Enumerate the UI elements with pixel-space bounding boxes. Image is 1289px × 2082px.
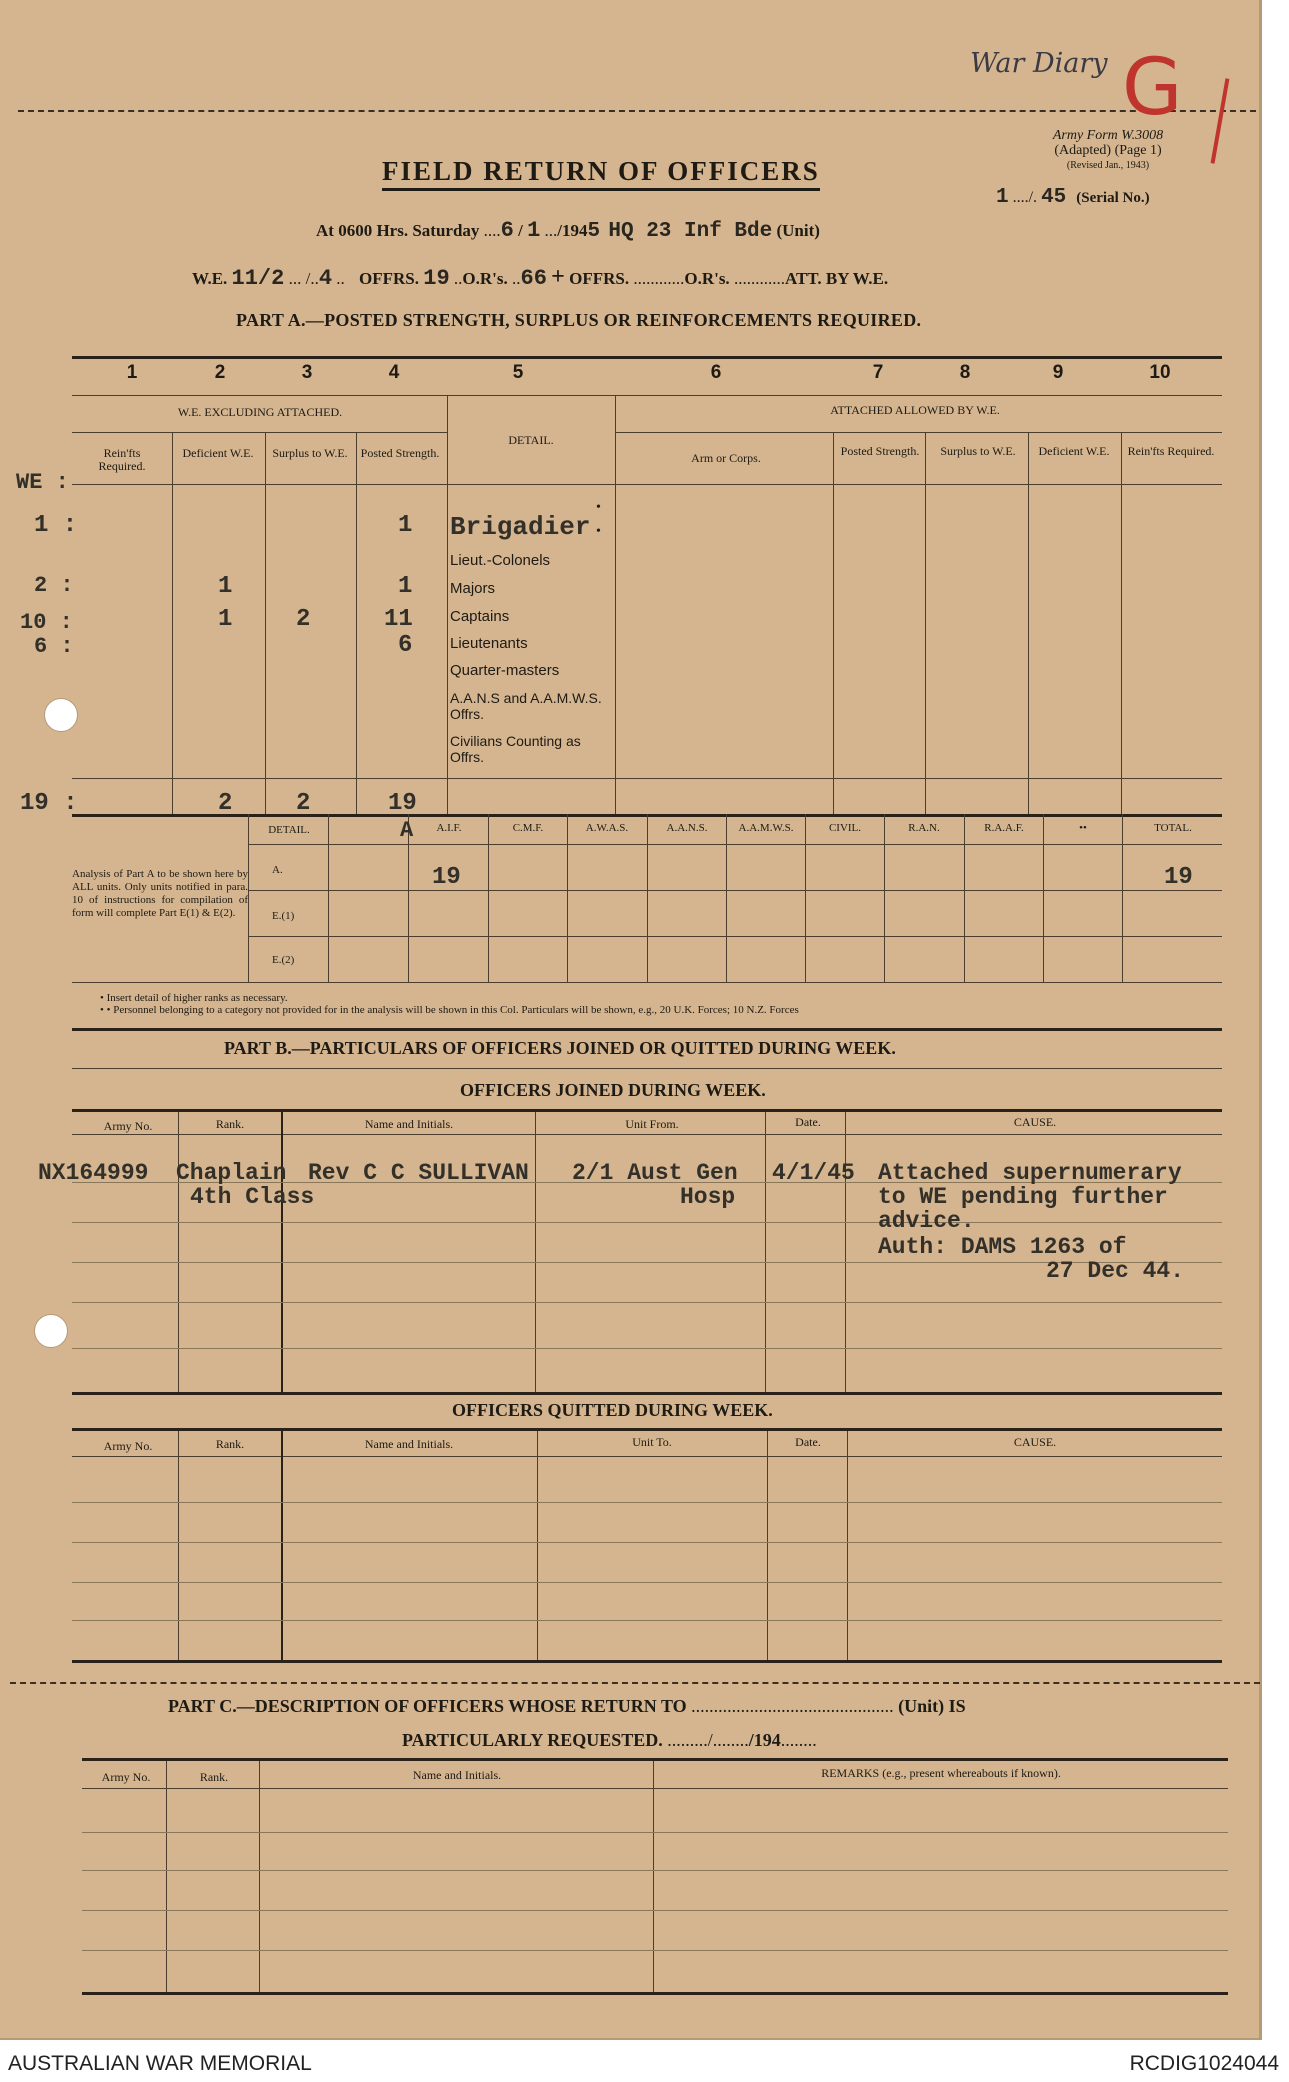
analysis-a-total: 19 (1164, 864, 1193, 891)
analysis-hdr-aif: A.I.F. (436, 822, 462, 834)
deficient-captains: 1 (218, 606, 233, 633)
quitted-hdr-date: Date. (795, 1435, 821, 1449)
footnote-1: • Insert detail of higher ranks as necessary. (100, 992, 288, 1004)
line-at-unit-label: (Unit) (776, 221, 820, 240)
punch-hole-upper (44, 698, 78, 732)
rank-captains: Captains (450, 608, 510, 625)
hdr-posted: Posted Strength. (360, 446, 440, 460)
rank-lieut-colonels: Lieut.-Colonels (450, 552, 551, 569)
form-title: FIELD RETURN OF OFFICERS (382, 156, 820, 191)
top-dashed-border (18, 110, 1256, 112)
quitted-hdr-cause: CAUSE. (1013, 1435, 1057, 1449)
vrule-q2 (281, 1431, 283, 1661)
we-brigadier: 1 : (34, 512, 78, 539)
vrule-b1 (328, 814, 329, 982)
hdr-posted-att: Posted Strength. (840, 444, 920, 458)
joined-hdr-rank: Rank. (215, 1117, 245, 1131)
corner-note: War Diary (970, 48, 1108, 79)
vrule-b11 (1122, 814, 1123, 982)
col-num-8: 8 (959, 362, 971, 383)
vrule-a6 (833, 432, 834, 814)
joined-name: Rev C C SULLIVAN (308, 1160, 529, 1186)
part-c-top-rule (82, 1758, 1228, 1761)
we-total: 19 : (20, 790, 78, 817)
analysis-hdr-detail: DETAIL. (268, 824, 310, 836)
hdr-reinfts-att: Rein'fts Required. (1127, 444, 1215, 458)
vrule-b9 (964, 814, 965, 982)
line-at-month: 1 (527, 218, 541, 243)
analysis-hdr-civil: CIVIL. (828, 822, 862, 834)
posted-captains: 11 (384, 606, 413, 633)
part-c-row-4 (82, 1950, 1228, 1951)
vrule-a8 (1028, 432, 1029, 814)
analysis-hdr-ran: R.A.N. (908, 822, 940, 834)
col-num-6: 6 (710, 362, 722, 383)
analysis-rule-3 (248, 936, 1222, 937)
footnote-2: • • Personnel belonging to a category not provided for in the analysis will be shown in this Col. Particulars will be shown, e.g., 20 U.K. Forces; 10 N.Z. Forces (100, 1004, 799, 1016)
surplus-total: 2 (296, 790, 311, 817)
joined-top-rule (72, 1109, 1222, 1112)
analysis-note: Analysis of Part A to be shown here by ALL units. Only units notified in para. 10 of instructions for compilation of form will complete Part E(1) & E(2). (72, 868, 248, 919)
quitted-hdr-unit: Unit To. (632, 1435, 672, 1449)
vrule-j1 (178, 1112, 179, 1394)
part-a-top-rule (72, 356, 1222, 359)
serial-label: (Serial No.) (1076, 190, 1150, 206)
brigadier-marks: • • (596, 500, 601, 539)
joined-hdr-name: Name and Initials. (364, 1117, 454, 1131)
posted-brigadier: 1 (398, 512, 413, 539)
hdr-deficient-att: Deficient W.E. (1038, 444, 1110, 458)
col-num-2: 2 (214, 362, 226, 383)
group-left-header: W.E. EXCLUDING ATTACHED. (177, 405, 343, 419)
rank-quarter-masters: Quarter-masters (450, 662, 560, 679)
part-a-heading: PART A.—POSTED STRENGTH, SURPLUS OR REINFORCEMENTS REQUIRED. (236, 310, 922, 330)
joined-cause-4: Auth: DAMS 1263 of (878, 1234, 1127, 1260)
col-num-10: 10 (1149, 362, 1171, 383)
analysis-hdr-aamws: A.A.M.W.S. (738, 822, 794, 834)
rank-majors: Majors (450, 580, 496, 597)
quitted-hdr-name: Name and Initials. (364, 1437, 454, 1451)
plus-sign: + (551, 264, 565, 290)
quitted-top-rule (72, 1428, 1222, 1431)
vrule-a4 (447, 395, 448, 814)
offrs2-label: OFFRS. (569, 269, 630, 288)
joined-hdr-army-no: Army No. (103, 1119, 153, 1133)
vrule-a2 (265, 432, 266, 814)
part-c-hdr-army-no: Army No. (101, 1770, 151, 1784)
quitted-row-4 (72, 1620, 1222, 1621)
part-c-row-1 (82, 1832, 1228, 1833)
deficient-total: 2 (218, 790, 233, 817)
joined-cause-5: 27 Dec 44. (1046, 1258, 1185, 1284)
serial-block: 1 ..../. 45 (Serial No.) (996, 186, 1150, 209)
form-id-line1: Army Form W.3008 (1052, 128, 1164, 143)
part-a-rule-2 (72, 395, 1222, 396)
part-a-rule-4 (72, 484, 1222, 485)
form-id-line2: (Adapted) (Page 1) (1054, 143, 1162, 158)
hdr-surplus: Surplus to W.E. (272, 446, 348, 460)
vrule-q1 (178, 1431, 179, 1661)
we-majors: 2 : (34, 573, 74, 598)
vrule-c2 (259, 1761, 260, 1993)
we-lieutenants: 6 : (34, 634, 74, 659)
joined-rank-1: Chaplain (176, 1160, 287, 1186)
part-c-hdr-rule (82, 1788, 1228, 1789)
part-c-hdr-rank: Rank. (199, 1770, 229, 1784)
part-c-row-2 (82, 1870, 1228, 1871)
vrule-q5 (847, 1431, 848, 1661)
joined-hdr-date: Date. (795, 1115, 821, 1129)
vrule-q4 (767, 1431, 768, 1661)
aif-marker: A (400, 818, 414, 843)
part-c-bottom-rule (82, 1992, 1228, 1995)
joined-unit-1: 2/1 Aust Gen (572, 1160, 738, 1186)
joined-date: 4/1/45 (772, 1160, 855, 1186)
analysis-hdr-cmf: C.M.F. (512, 822, 544, 834)
joined-hdr-rule (72, 1134, 1222, 1135)
surplus-captains: 2 (296, 606, 311, 633)
group-right-header: ATTACHED ALLOWED BY W.E. (830, 403, 1000, 417)
joined-row-2 (72, 1222, 1222, 1223)
hdr-surplus-att: Surplus to W.E. (940, 444, 1016, 458)
offrs-value: 19 (423, 266, 450, 291)
posted-majors: 1 (398, 573, 413, 600)
col-num-5: 5 (512, 362, 524, 383)
rank-lieutenants: Lieutenants (450, 635, 528, 652)
vrule-b7 (805, 814, 806, 982)
vrule-a7 (925, 432, 926, 814)
quitted-row-2 (72, 1542, 1222, 1543)
posted-lieutenants: 6 (398, 632, 413, 659)
rank-civilians: Civilians Counting as Offrs. (450, 733, 581, 765)
part-c-row-3 (82, 1910, 1228, 1911)
quitted-hdr-rule (72, 1456, 1222, 1457)
part-a-total-rule-top (72, 778, 1222, 779)
joined-cause-2: to WE pending further (878, 1184, 1168, 1210)
analysis-hdr-aans: A.A.N.S. (666, 822, 708, 834)
line-at-year-digit: 5 (587, 220, 601, 243)
quitted-hdr-rank: Rank. (215, 1437, 245, 1451)
vrule-b0 (248, 814, 249, 982)
vrule-b3 (488, 814, 489, 982)
vrule-c3 (653, 1761, 654, 1993)
joined-army-no: NX164999 (38, 1160, 149, 1186)
analysis-rule-bottom (72, 982, 1222, 983)
joined-hdr-cause: CAUSE. (1013, 1115, 1057, 1129)
form-id (1008, 128, 1208, 173)
line-at-prefix: At 0600 Hrs. Saturday (316, 221, 480, 240)
part-b-rule-1 (72, 1068, 1222, 1069)
part-c-heading-unit: (Unit) IS (898, 1696, 966, 1716)
part-c-heading-line2: PARTICULARLY REQUESTED. (402, 1730, 663, 1750)
quitted-row-3 (72, 1582, 1222, 1583)
vrule-b10 (1043, 814, 1044, 982)
col-num-1: 1 (126, 362, 138, 383)
analysis-rule-1 (248, 844, 1222, 845)
form-id-line3: (Revised Jan., 1943) (1066, 160, 1150, 171)
joined-cause-3: advice. (878, 1208, 975, 1234)
col-num-9: 9 (1052, 362, 1064, 383)
offrs-label: OFFRS. (359, 269, 420, 288)
line-at: At 0600 Hrs. Saturday ....6 / 1 .../1945 HQ 23 Inf Bde (Unit) (316, 218, 820, 243)
part-a-end-rule (72, 1028, 1222, 1031)
rank-aans: A.A.N.S and A.A.M.W.S. Offrs. (450, 690, 602, 722)
col-num-7: 7 (872, 362, 884, 383)
att-label: ATT. BY W.E. (784, 269, 889, 288)
part-c-hdr-remarks: REMARKS (e.g., present whereabouts if known). (821, 1766, 1061, 1780)
vrule-a1 (172, 432, 173, 814)
joined-row-4 (72, 1302, 1222, 1303)
we-captains: 10 : (20, 610, 73, 635)
vrule-b8 (884, 814, 885, 982)
col-num-4: 4 (388, 362, 400, 383)
vrule-j2 (281, 1112, 283, 1394)
part-a-rule-3r (616, 432, 1222, 433)
caption-right: RCDIG1024044 (1129, 2052, 1279, 2075)
vrule-a9 (1121, 432, 1122, 814)
serial-year: 45 (1041, 186, 1067, 209)
serial-number: 1 (996, 186, 1009, 209)
part-c-heading-2: PARTICULARLY REQUESTED. ........./......../194........ (402, 1730, 817, 1750)
we-sub: 4 (318, 266, 333, 291)
hdr-arm-corps: Arm or Corps. (691, 451, 761, 465)
col-num-3: 3 (301, 362, 313, 383)
part-c-date-template: /194 (748, 1730, 781, 1750)
quitted-bottom-rule (72, 1660, 1222, 1663)
posted-total: 19 (388, 790, 417, 817)
hdr-detail: DETAIL. (508, 433, 554, 447)
analysis-a-aif: 19 (432, 864, 461, 891)
quitted-heading: OFFICERS QUITTED DURING WEEK. (452, 1400, 773, 1420)
vrule-j3 (535, 1112, 536, 1394)
joined-bottom-rule (72, 1392, 1222, 1395)
we-value: 11/2 (231, 266, 285, 291)
analysis-hdr-other: •• (1079, 822, 1087, 834)
ors2-label: O.R's. (684, 269, 730, 288)
part-c-heading: PART C.—DESCRIPTION OF OFFICERS WHOSE RETURN TO ............................................. (Unit) IS (168, 1696, 966, 1716)
hdr-reinfts: Rein'fts Required. (98, 446, 146, 473)
vrule-b5 (647, 814, 648, 982)
analysis-rule-2 (248, 890, 1222, 891)
quitted-hdr-army-no: Army No. (103, 1439, 153, 1453)
vrule-c1 (166, 1761, 167, 1993)
part-c-heading-prefix: PART C.—DESCRIPTION OF OFFICERS WHOSE RETURN TO (168, 1696, 687, 1716)
part-a-rule-3l (72, 432, 448, 433)
joined-rank-2: 4th Class (190, 1184, 315, 1210)
analysis-row-e1: E.(1) (272, 910, 295, 922)
punch-hole-lower (34, 1314, 68, 1348)
joined-hdr-unit: Unit From. (625, 1117, 679, 1131)
vrule-j4 (765, 1112, 766, 1394)
we-label: W.E. (192, 269, 228, 288)
vrule-j5 (845, 1112, 846, 1394)
caption-left: AUSTRALIAN WAR MEMORIAL (8, 2052, 312, 2075)
joined-unit-2: Hosp (680, 1184, 736, 1210)
analysis-row-e2: E.(2) (272, 954, 295, 966)
rank-brigadier: Brigadier (450, 512, 591, 542)
analysis-hdr-awas: A.W.A.S. (585, 822, 629, 834)
corner-red-mark: G (1122, 43, 1183, 133)
part-b-heading: PART B.—PARTICULARS OF OFFICERS JOINED OR QUITTED DURING WEEK. (224, 1038, 896, 1058)
analysis-hdr-raaf: R.A.A.F. (984, 822, 1024, 834)
corner-red-stroke (1211, 78, 1230, 163)
joined-row-5 (72, 1348, 1222, 1349)
vrule-b4 (567, 814, 568, 982)
joined-heading: OFFICERS JOINED DURING WEEK. (460, 1080, 766, 1100)
analysis-hdr-total: TOTAL. (1154, 822, 1192, 834)
line-at-unit: HQ 23 Inf Bde (608, 220, 773, 243)
ors-value: 66 (520, 266, 547, 291)
part-c-hdr-name: Name and Initials. (412, 1768, 502, 1782)
vrule-q3 (537, 1431, 538, 1661)
part-c-dashed-rule (10, 1682, 1260, 1684)
ors-label: O.R's. (462, 269, 508, 288)
line-at-year-prefix: /194 (557, 221, 588, 240)
quitted-row-1 (72, 1502, 1222, 1503)
analysis-row-a: A. (272, 864, 283, 876)
deficient-majors: 1 (218, 573, 233, 600)
hdr-deficient: Deficient W.E. (182, 446, 254, 460)
line-at-day: 6 (500, 218, 514, 243)
vrule-a3 (356, 432, 357, 814)
we-margin-label: WE : (16, 470, 69, 495)
vrule-b6 (726, 814, 727, 982)
line-we: W.E. 11/2 ... /..4 .. OFFRS. 19 ..O.R's. ..66 + OFFRS. ............O.R's. ............ATT. BY W.E. (192, 264, 889, 291)
joined-cause-1: Attached supernumerary (878, 1160, 1182, 1186)
